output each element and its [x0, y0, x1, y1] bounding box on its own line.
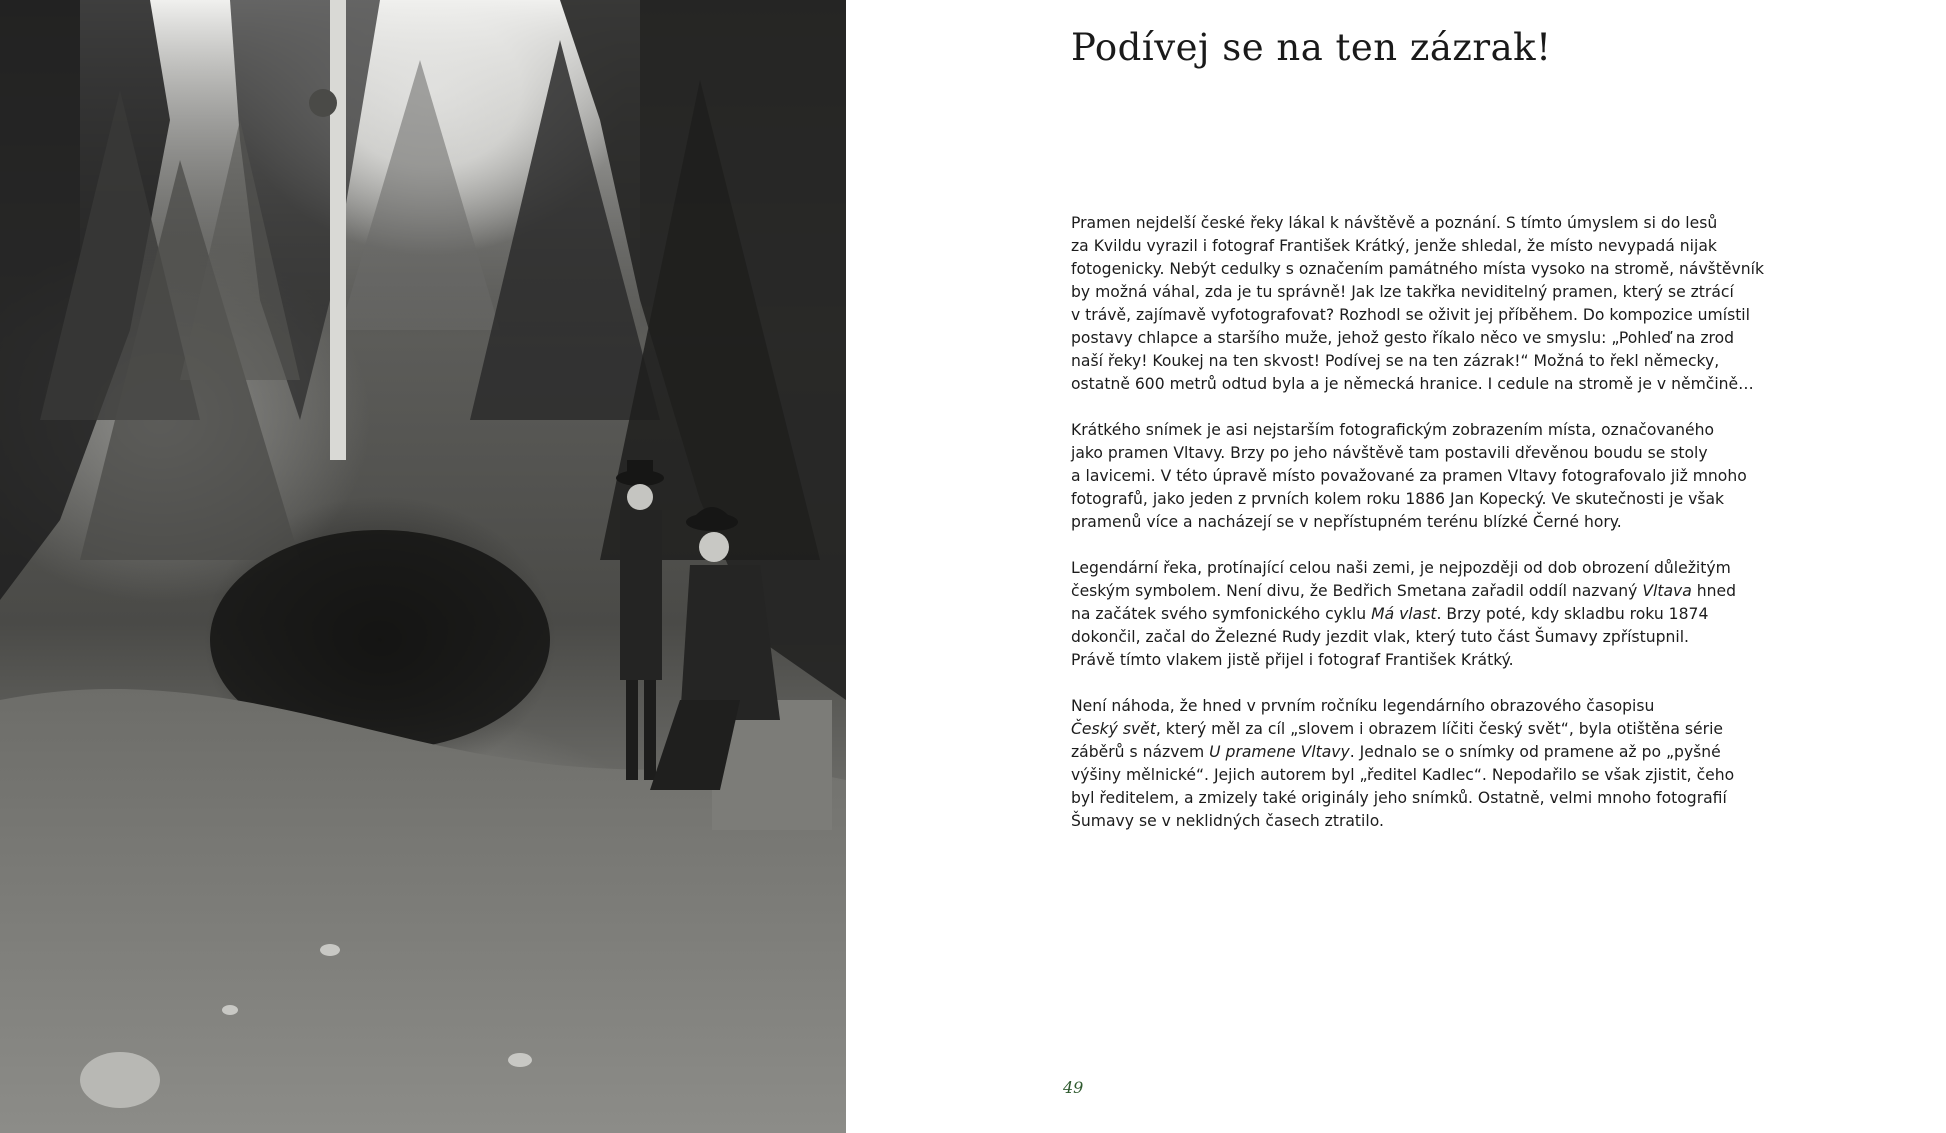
- text-line: pramenů více a nacházejí se v nepřístupném terénu blízké Černé hory.: [1071, 513, 1622, 531]
- forest-photo: [0, 0, 846, 1133]
- paragraph: [1071, 212, 1771, 396]
- text-line: a lavicemi. V této úpravě místo považované za pramen Vltavy fotografovalo již mnoho: [1071, 467, 1747, 485]
- text-run: českým symbolem. Není divu, že Bedřich Smetana zařadil oddíl nazvaný: [1071, 582, 1643, 600]
- text-line: za Kvildu vyrazil i fotograf František Krátký, jenže shledal, že místo nevypadá nijak: [1071, 237, 1717, 255]
- text-run: , který měl za cíl „slovem i obrazem líčiti český svět“, byla otištěna série: [1155, 720, 1723, 738]
- text-line: [1071, 580, 1771, 603]
- text-line: fotogenicky. Nebýt cedulky s označením památného místa vysoko na stromě, návštěvník: [1071, 260, 1764, 278]
- text-line: Právě tímto vlakem jistě přijel i fotograf František Krátký.: [1071, 651, 1514, 669]
- italic-title: Český svět: [1071, 720, 1156, 738]
- text-line: byl ředitelem, a zmizely také originály jeho snímků. Ostatně, velmi mnoho fotografií: [1071, 789, 1727, 807]
- text-run: . Brzy poté, kdy skladbu roku 1874: [1436, 605, 1709, 623]
- article-body: [1071, 212, 1771, 856]
- text-line: naší řeky! Koukej na ten skvost! Podívej se na ten zázrak!“ Možná to řekl německy,: [1071, 352, 1720, 370]
- text-line: jako pramen Vltavy. Brzy po jeho návštěvě tam postavili dřevěnou boudu se stoly: [1071, 444, 1708, 462]
- text-run: . Jednalo se o snímky od pramene až po „pyšné: [1349, 743, 1721, 761]
- forest-photo-icon: [0, 0, 846, 1133]
- text-line: v trávě, zajímavě vyfotografovat? Rozhodl se oživit jej příběhem. Do kompozice umístil: [1071, 306, 1750, 324]
- paragraph: [1071, 557, 1771, 672]
- text-line: dokončil, začal do Železné Rudy jezdit vlak, který tuto část Šumavy zpřístupnil.: [1071, 628, 1690, 646]
- italic-title: Má vlast: [1371, 605, 1437, 623]
- text-line: Šumavy se v neklidných časech ztratilo.: [1071, 812, 1384, 830]
- text-line: [1071, 741, 1771, 764]
- text-line: by možná váhal, zda je tu správně! Jak lze takřka neviditelný pramen, který se ztrácí: [1071, 283, 1734, 301]
- text-run: záběrů s názvem: [1071, 743, 1210, 761]
- text-page: [846, 0, 1946, 1133]
- text-line: [1071, 718, 1771, 741]
- text-line: Legendární řeka, protínající celou naši zemi, je nejpozději od dob obrození důležitým: [1071, 559, 1731, 577]
- text-line: fotografů, jako jeden z prvních kolem roku 1886 Jan Kopecký. Ve skutečnosti je však: [1071, 490, 1725, 508]
- italic-title: Vltava: [1642, 582, 1692, 600]
- text-line: Pramen nejdelší české řeky lákal k návštěvě a poznání. S tímto úmyslem si do lesů: [1071, 214, 1718, 232]
- text-line: ostatně 600 metrů odtud byla a je německá hranice. I cedule na stromě je v němčině…: [1071, 375, 1754, 393]
- text-line: postavy chlapce a staršího muže, jehož gesto říkalo něco ve smyslu: „Pohleď na zrod: [1071, 329, 1735, 347]
- text-line: Není náhoda, že hned v prvním ročníku legendárního obrazového časopisu: [1071, 697, 1655, 715]
- italic-title: U pramene Vltavy: [1209, 743, 1350, 761]
- page-number: 49: [1063, 1078, 1084, 1097]
- text-run: hned: [1691, 582, 1737, 600]
- paragraph: [1071, 419, 1771, 534]
- text-run: na začátek svého symfonického cyklu: [1071, 605, 1372, 623]
- paragraph: [1071, 695, 1771, 833]
- text-line: Krátkého snímek je asi nejstarším fotografickým zobrazením místa, označovaného: [1071, 421, 1715, 439]
- text-line: výšiny mělnické“. Jejich autorem byl „ředitel Kadlec“. Nepodařilo se však zjistit, čeho: [1071, 766, 1735, 784]
- page-title: Podívej se na ten zázrak!: [1071, 26, 1552, 69]
- text-line: [1071, 603, 1771, 626]
